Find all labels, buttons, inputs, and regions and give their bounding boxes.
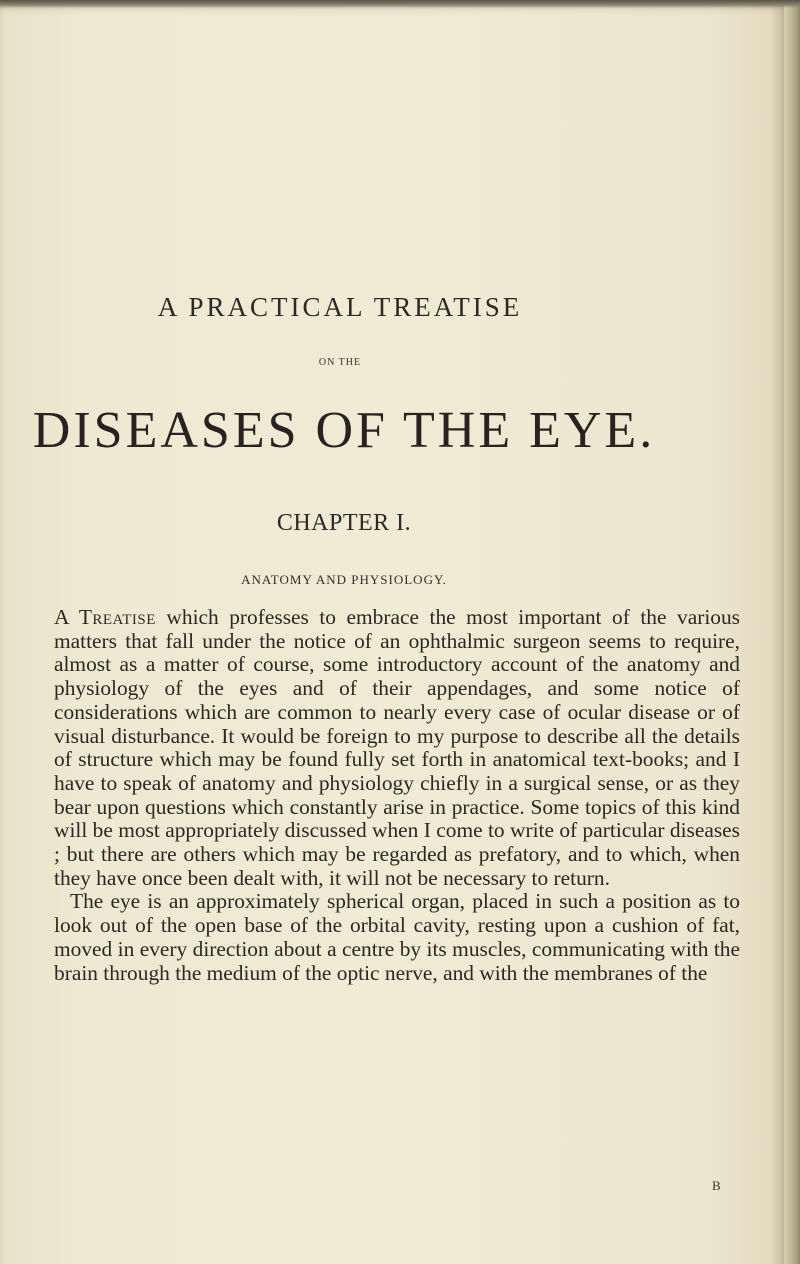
page-edge-right bbox=[784, 0, 800, 1264]
treatise-title: A PRACTICAL TREATISE bbox=[157, 292, 523, 322]
main-title: DISEASES OF THE EYE. bbox=[32, 402, 656, 459]
paragraph-2: The eye is an approximately spherical organ, placed in such a position as to look out of the open base of the orbital cavity, resting upon a cushion of fat, moved in every direction about a centre by its muscles, communicating with the brain through the medium of the optic nerve, and with the membranes of the bbox=[54, 889, 740, 985]
section-heading: ANATOMY AND PHYSIOLOGY. bbox=[241, 572, 447, 587]
paragraph-1-text: which professes to embrace the most important of the various matters that fall under the notice of an ophthalmic surgeon seems to require, almost as a matter of course, some introductory account of the anatomy and physiology of the eyes and of their appendages, and some notice of considerations which are common to nearly every case of ocular disease or of visual disturbance. It would be foreign to my purpose to describe all the details of structure which may be found fully set forth in anatomical text-books; and I have to speak of anatomy and physiology chiefly in a surgical sense, or as they bear upon questions which constantly arise in practice. Some topics of this kind will be most appropriately discussed when I come to write of particular diseases ; but there are others which may be regarded as prefatory, and to which, when they have once been dealt with, it will not be necessary to return. bbox=[54, 605, 741, 890]
signature-mark: B bbox=[712, 1178, 721, 1193]
paragraph-1-lead-letter: A bbox=[54, 605, 79, 629]
chapter-heading: CHAPTER I. bbox=[276, 510, 412, 536]
paragraph-1 bbox=[54, 606, 740, 890]
on-the-line: ON THE bbox=[318, 357, 362, 368]
body-text bbox=[54, 606, 740, 985]
paragraph-1-lead-word: Treatise bbox=[78, 605, 156, 629]
page-edge-top bbox=[0, 0, 800, 8]
